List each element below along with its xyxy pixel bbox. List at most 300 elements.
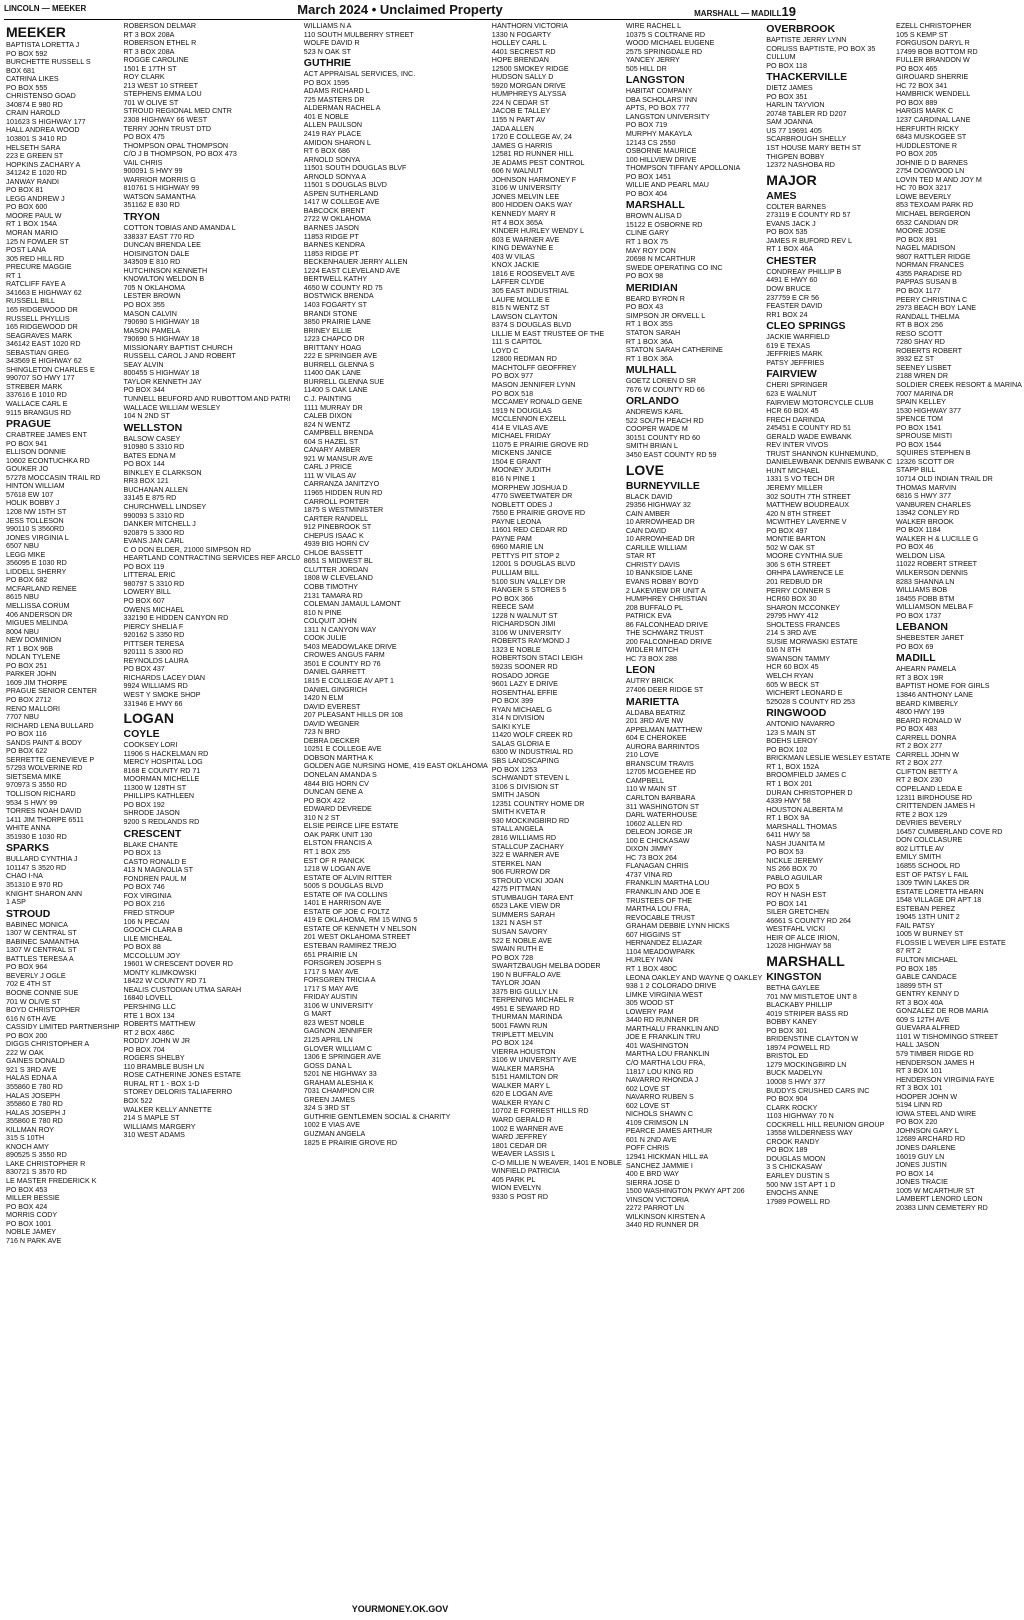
listing-line: 605 W BECK ST bbox=[766, 680, 820, 689]
listing-line: GAGNON JENNIFER bbox=[303, 1027, 373, 1036]
listing-line: WHITE ANNA bbox=[6, 824, 51, 833]
listing-line: DONELAN AMANDA S bbox=[303, 771, 377, 780]
footer-url: YOURMONEY.OK.GOV bbox=[351, 1604, 449, 1614]
listing-line: BRANSCUM TRAVIS bbox=[625, 759, 694, 768]
listing-line: 6507 NBU bbox=[6, 542, 39, 551]
listing-line: MCCOLLUM JOY bbox=[123, 951, 181, 960]
listing-line: MARTHA LOU FRA, bbox=[625, 905, 691, 914]
listing-line: 3850 PRAIRIE LANE bbox=[303, 318, 371, 327]
listing-line: 2188 WREN DR bbox=[896, 372, 948, 381]
listing-line: 1311 N CANYON WAY bbox=[303, 625, 377, 634]
listing-line: 1403 FOGARTY ST bbox=[303, 300, 368, 309]
listing-line: SEENEY LISBET bbox=[896, 363, 952, 372]
listing-line: 210 LOVE bbox=[625, 751, 659, 760]
listing-line: PO BOX 600 bbox=[6, 203, 48, 212]
listing-line: PO BOX 1253 bbox=[491, 765, 538, 774]
listing-line: ESTATE LORETTA HEARN bbox=[896, 887, 984, 896]
listing-line: LAFFER CLYDE bbox=[491, 278, 545, 287]
town-heading: MERIDIAN bbox=[625, 281, 678, 294]
listing-line: 9601 LAZY E DRIVE bbox=[491, 680, 558, 689]
listing-line: RT 3 BOX 208A bbox=[123, 30, 175, 39]
listing-line: 103801 S 3410 RD bbox=[6, 135, 67, 144]
listing-line: 6411 HWY 58 bbox=[766, 831, 811, 840]
listing-line: 3450 EAST COUNTY RD 59 bbox=[625, 450, 717, 459]
listing-line: PO BOX 891 bbox=[896, 235, 938, 244]
listing-line: 505 HILL DR bbox=[625, 64, 667, 73]
listing-line: FORGUSON DARYL R bbox=[896, 39, 970, 48]
listing-line: EDWARD DEVREDE bbox=[303, 805, 372, 814]
listing-line: PO BOX 251 bbox=[6, 661, 48, 670]
listing-line: SANDS PAINT & BODY bbox=[6, 738, 82, 747]
listing-line: 405 PARK PL bbox=[491, 1175, 536, 1184]
listing-line: 29795 HWY 412 bbox=[766, 612, 819, 621]
listing-line: CHAO I-NA bbox=[6, 872, 43, 881]
listing-line: WALLACE WILLIAM WESLEY bbox=[123, 403, 221, 412]
listing-line: FRED STROUP bbox=[123, 908, 175, 917]
listing-line: THOMPSON TIFFANY APOLLONIA bbox=[625, 164, 741, 173]
listing-line: 245451 E COUNTY RD 51 bbox=[766, 424, 852, 433]
listing-line: SANCHEZ JAMMIE I bbox=[625, 1161, 693, 1170]
listing-line: 18455 FOBB BTM bbox=[896, 594, 955, 603]
listing-line: C/O MARTHA LOU FRA, bbox=[625, 1058, 706, 1067]
listing-line: PO BOX 622 bbox=[6, 747, 48, 756]
listing-line: HC 73 BOX 264 bbox=[625, 853, 678, 862]
county-heading: LOGAN bbox=[123, 710, 175, 727]
listing-line: 2722 W OKLAHOMA bbox=[303, 215, 371, 224]
listing-line: WION EVELYN bbox=[491, 1184, 541, 1193]
listing-line: 273119 E COUNTY RD 57 bbox=[766, 211, 851, 220]
listing-line: RT 1 bbox=[6, 271, 22, 280]
listing-line: GLOVER WILLIAM C bbox=[303, 1044, 373, 1053]
listing-line: LE MASTER FREDERICK K bbox=[6, 1177, 97, 1185]
listing-line: 11075 E PRAIRIE GROVE RD bbox=[491, 440, 589, 449]
listing-line: 921 W MANSUR AVE bbox=[303, 454, 373, 463]
listing-line: RICHARDSON JIMI bbox=[491, 620, 556, 629]
listing-line: HOLLEY CARL L bbox=[491, 39, 547, 48]
listing-line: 406 ANDERSON DR bbox=[6, 610, 73, 619]
listing-line: 5920 MORGAN DRIVE bbox=[491, 81, 566, 90]
listing-line: 906 FURROW DR bbox=[491, 868, 551, 877]
listing-line: WALKER H & LUCILLE G bbox=[896, 534, 979, 543]
listing-line: 105 S KEMP ST bbox=[896, 30, 948, 39]
listing-line: ROBERSON DELMAR bbox=[123, 22, 197, 30]
listing-line: SMITH JASON bbox=[491, 791, 540, 800]
listing-line: PO BOX 2712 bbox=[6, 696, 52, 705]
listing-line: 920879 S 3300 RD bbox=[123, 528, 185, 537]
listing-line: 207 PLEASANT HILLS DR 108 bbox=[303, 711, 403, 720]
listing-line: 213 WEST 10 STREET bbox=[123, 81, 198, 90]
listing-line: 208 BUFFALO PL bbox=[625, 603, 683, 612]
listing-line: 8168 E COUNTY RD 71 bbox=[123, 766, 201, 775]
listing-line: 1420 N ELM bbox=[303, 694, 344, 703]
listing-line: 2419 RAY PLACE bbox=[303, 130, 362, 139]
listing-line: WARD JEFFREY bbox=[491, 1133, 548, 1142]
listing-line: SCARBROUGH SHELLY bbox=[766, 135, 847, 144]
listing-line: FRANKLIN MARTHA LOU bbox=[625, 879, 710, 888]
listing-line: LOWE BEVERLY bbox=[896, 192, 952, 201]
listing-line: JEFFRIES MARK bbox=[766, 350, 823, 359]
listing-line: PO BOX 941 bbox=[6, 439, 48, 448]
listing-line: 1218 W LOGAN AVE bbox=[303, 865, 371, 874]
listing-line: HOPKINS ZACHARY A bbox=[6, 160, 81, 169]
listing-line: JACKIE WARFIELD bbox=[766, 333, 830, 342]
listing-line: 3375 BIG GULLY LN bbox=[491, 987, 558, 996]
town-heading: WELLSTON bbox=[123, 421, 183, 434]
listing-line: 4737 VINA RD bbox=[625, 870, 673, 879]
listing-line: BOONE CONNIE SUE bbox=[6, 988, 79, 997]
town-heading: CRESCENT bbox=[123, 827, 182, 840]
listing-line: 1501 E 17TH ST bbox=[123, 64, 177, 73]
header-right-counties bbox=[694, 4, 796, 19]
listing-line: 338337 EAST 770 RD bbox=[123, 232, 195, 241]
listing-line: RT 1 BOX 480C bbox=[625, 964, 678, 973]
listing-line: 1717 S MAY AVE bbox=[303, 967, 359, 976]
listing-line: PO BOX 518 bbox=[491, 389, 534, 398]
listing-line: 355860 E 780 RD bbox=[6, 1117, 63, 1126]
listing-line: 16855 SCHOOL RD bbox=[896, 861, 961, 870]
listing-line: PERSHING LLC bbox=[123, 1002, 176, 1011]
listing-line: RT 1, BOX 152A bbox=[766, 762, 820, 771]
listing-line: BRICKMAN LESLIE WESLEY ESTATE bbox=[766, 754, 891, 763]
listing-line: FRECH DARINDA bbox=[766, 415, 825, 424]
listing-line: ESTEBAN RAMIREZ TREJO bbox=[303, 941, 397, 950]
listing-line: BOX 522 bbox=[123, 1096, 153, 1105]
listing-line: G MART bbox=[303, 1010, 332, 1019]
listing-line: HCR 60 BOX 45 bbox=[766, 407, 819, 416]
listing-line: 1104 MEADOWPARK bbox=[625, 947, 696, 956]
listing-line: 15122 E OSBORNE RD bbox=[625, 220, 703, 229]
listing-line: PERRY CONNER S bbox=[766, 586, 831, 595]
listing-line: SEAGRAVES MARK bbox=[6, 331, 73, 340]
listing-line: HARLIN TAYVION bbox=[766, 101, 825, 110]
listing-line: 190 N BUFFALO AVE bbox=[491, 970, 561, 979]
listing-line: 900091 S HWY 99 bbox=[123, 167, 183, 176]
listing-line: SEAY ALVIN bbox=[123, 360, 164, 369]
listing-line: CATRINA LIKES bbox=[6, 75, 59, 84]
listing-line: DAVID EVEREST bbox=[303, 702, 361, 711]
listing-line: HCR60 BOX 30 bbox=[766, 595, 817, 604]
listing-line: STERKEL NAN bbox=[491, 859, 542, 868]
listing-line: 910980 S 3310 RD bbox=[123, 443, 185, 452]
listing-line: CRAIN HAROLD bbox=[6, 109, 60, 118]
listing-line: RT 2 BOX 486C bbox=[123, 1028, 175, 1037]
listing-line: BLAKE CHANTE bbox=[123, 840, 178, 849]
listing-line: 5923S SOONER RD bbox=[491, 663, 558, 672]
listing-line: GRAHAM ALESHIA K bbox=[303, 1078, 374, 1087]
listing-line: SPAIN KELLEY bbox=[896, 398, 946, 407]
listing-line: 619 E TEXAS bbox=[766, 341, 811, 350]
listing-line: 86 FALCONHEAD DRIVE bbox=[625, 620, 708, 629]
listing-line: DOBSON MARTHA K bbox=[303, 753, 374, 762]
county-heading: MEEKER bbox=[6, 24, 66, 40]
listing-line: PO BOX 728 bbox=[491, 953, 534, 962]
listing-line: HUTCHINSON KENNETH bbox=[123, 266, 208, 275]
listing-line: EVANS JACK J bbox=[766, 219, 816, 228]
listing-line: PO BOX 719 bbox=[625, 121, 668, 130]
listing-line: ELSIE PEIRCE LIFE ESTATE bbox=[303, 822, 399, 831]
town-heading: FAIRVIEW bbox=[766, 368, 817, 381]
listing-line: 1101 W TISHOMINGO STREET bbox=[896, 1032, 999, 1041]
listing-line: 970973 S 3550 RD bbox=[6, 781, 67, 790]
listing-line: 17499 BOB BOTTOM RD bbox=[896, 47, 978, 56]
listing-line: 7707 NBU bbox=[6, 713, 39, 722]
listing-line: RTE 1 BOX 134 bbox=[123, 1011, 175, 1020]
listing-line: PEARCE JAMES ARTHUR bbox=[625, 1127, 713, 1136]
listing-line: HENDERSON JAMES H bbox=[896, 1058, 975, 1067]
listing-line: ROBERSON ETHEL R bbox=[123, 39, 197, 48]
listing-line: ALDERMAN RACHEL A bbox=[303, 104, 381, 113]
listing-line: SQUIRES STEPHEN B bbox=[896, 449, 971, 458]
listing-line: REVOCABLE TRUST bbox=[625, 913, 696, 922]
listing-line: KENNEDY MARY R bbox=[491, 210, 556, 219]
listing-line: STALL ANGELA bbox=[491, 825, 544, 834]
listing-line: BLACK DAVID bbox=[625, 492, 673, 501]
listing-line: CARL J PRICE bbox=[303, 463, 352, 472]
listing-line: RUSSELL BILL bbox=[6, 297, 55, 306]
listing-line: SCHWANDT STEVEN L bbox=[491, 774, 570, 783]
town-heading: MADILL bbox=[896, 652, 936, 665]
listing-line: HANTHORN VICTORIA bbox=[491, 22, 568, 30]
listing-line: OWENS MICHAEL bbox=[123, 605, 185, 614]
listing-line: RICHARD LENA BULLARD bbox=[6, 721, 94, 730]
listing-line: 12800 REDMAN RD bbox=[491, 355, 557, 364]
listing-line: 1103 HIGHWAY 70 N bbox=[766, 1112, 834, 1121]
listing-line: EZELL CHRISTOPHER bbox=[896, 22, 972, 30]
listing-line: GUEVARA ALFRED bbox=[896, 1024, 960, 1033]
header-left-counties: LINCOLN — MEEKER bbox=[4, 4, 87, 13]
listing-line: RATCLIFF FAYE A bbox=[6, 280, 66, 289]
listing-line: 11300 W 128TH ST bbox=[123, 783, 187, 792]
listing-line: 4650 W COUNTY RD 75 bbox=[303, 283, 383, 292]
listing-line: RANDALL THELMA bbox=[896, 312, 960, 321]
listing-line: 4951 E SEWARD RD bbox=[491, 1004, 560, 1013]
listing-line: 311 WASHINGTON ST bbox=[625, 802, 700, 811]
listing-line: 3440 RD RUNNER DR bbox=[625, 1016, 699, 1025]
listing-line: 9807 RATTLER RIDGE bbox=[896, 252, 971, 261]
listing-line: DUNCAN BRENDA LEE bbox=[123, 241, 201, 250]
listing-line: ASPEN SUTHERLAND bbox=[303, 189, 379, 198]
town-heading: AMES bbox=[766, 189, 797, 202]
listing-line: PAPPAS SUSAN B bbox=[896, 278, 957, 287]
listing-line: 2 LAKEVIEW DR UNIT A bbox=[625, 586, 706, 595]
listing-line: STAR RT bbox=[625, 552, 656, 561]
town-heading: MULHALL bbox=[625, 364, 677, 377]
listing-line: 351162 E 830 RD bbox=[123, 201, 180, 210]
listing-line: CAMPBELL bbox=[625, 776, 664, 785]
listing-line: COOK JULIE bbox=[303, 634, 347, 643]
listing-line: KNOCH AMY bbox=[6, 1142, 49, 1151]
listing-line: MELLISSA CORUM bbox=[6, 602, 70, 610]
listing-line: RT 1 BOX 46A bbox=[766, 245, 814, 254]
listing-line: 921 S 3RD AVE bbox=[6, 1065, 57, 1074]
listing-line: WELCH RYAN bbox=[766, 672, 814, 680]
listing-line: DAVID WEGNER bbox=[303, 719, 360, 728]
listing-line: 346142 EAST 1020 RD bbox=[6, 340, 81, 349]
listing-line: SHINGLETON CHARLES E bbox=[6, 365, 95, 374]
listing-line: 17989 POWELL RD bbox=[766, 1197, 830, 1206]
listing-line: AHEARN PAMELA bbox=[896, 665, 957, 674]
listing-line: BAPTIST HOME FOR GIRLS bbox=[896, 682, 990, 691]
listing-line: WALLACE CARL E bbox=[6, 399, 68, 408]
listing-line: C-O MILLIE N WEAVER, 1401 E NOBLE bbox=[491, 1158, 622, 1167]
listing-line: 237759 E CR 56 bbox=[766, 293, 820, 302]
listing-line: 12326 SCOTT DR bbox=[896, 457, 955, 466]
listing-line: WILLIE AND PEARL MAU bbox=[625, 181, 709, 190]
listing-line: 938 1 2 COLORADO DRIVE bbox=[625, 982, 717, 991]
listing-line: RT 3 BOX 40A bbox=[896, 998, 943, 1007]
listing-line: BUDDYS CRUSHED CARS INC bbox=[766, 1086, 870, 1095]
listing-line: BETHA GAYLEE bbox=[766, 983, 820, 992]
listing-line: 2125 APRIL LN bbox=[303, 1035, 353, 1044]
listing-line: ROSENTHAL EFFIE bbox=[491, 688, 558, 697]
town-heading: RINGWOOD bbox=[766, 707, 827, 720]
listing-line: 1223 CHAPCO DR bbox=[303, 335, 365, 344]
listing-line: PATRICK EVA bbox=[625, 612, 672, 621]
listing-line: 30151 COUNTY RD 60 bbox=[625, 433, 700, 442]
listing-line: 1500 WASHINGTON PKWY APT 206 bbox=[625, 1187, 745, 1196]
listing-line: 3932 EZ ST bbox=[896, 355, 935, 364]
listing-line: 16457 CUMBERLAND COVE RD bbox=[896, 827, 1003, 836]
listing-line: WOOD MICHAEL EUGENE bbox=[625, 39, 715, 48]
listing-line: 8615 NBU bbox=[6, 593, 39, 602]
listing-line: C O DON ELDER, 21000 SIMPSON RD bbox=[123, 545, 251, 554]
listing-line: ROGGE CAROLINE bbox=[123, 56, 189, 65]
listing-line: RUSSELL PHYLLIS bbox=[6, 314, 70, 323]
listing-line: WOLFE DAVID R bbox=[303, 39, 360, 48]
listing-line: STAPP BILL bbox=[896, 466, 936, 475]
listing-line: NOBLE JAMEY bbox=[6, 1228, 56, 1237]
listing-line: SERRETTE GENEVIEVE P bbox=[6, 755, 95, 764]
listing-line: MOORE JOSIE bbox=[896, 227, 946, 236]
listing-line: 332190 E HIDDEN CANYON RD bbox=[123, 614, 229, 623]
listing-line: 1504 E GRANT bbox=[491, 457, 542, 466]
listing-line: 12372 NASHOBA RD bbox=[766, 161, 835, 170]
listing-line: LESTER BROWN bbox=[123, 292, 181, 301]
listing-line: 830721 S 3570 RD bbox=[6, 1168, 67, 1177]
listing-line: 33145 E 875 RD bbox=[123, 494, 177, 503]
listing-line: 1609 JIM THORPE bbox=[6, 678, 67, 687]
listing-line: 4339 HWY 58 bbox=[766, 797, 811, 806]
listing-line: LITTERAL ERIC bbox=[123, 571, 176, 580]
listing-line: 46661 S COUNTY RD 264 bbox=[766, 916, 852, 925]
listing-line: WALKER MARY L bbox=[491, 1081, 550, 1090]
listing-line: LILLIE M EAST TRUSTEE OF THE bbox=[491, 329, 605, 338]
listing-line: 1111 MURRAY DR bbox=[303, 403, 363, 412]
listing-line: HALAS JOSEPH J bbox=[6, 1108, 66, 1117]
listing-line: PO BOX 1451 bbox=[625, 172, 672, 181]
town-heading: ORLANDO bbox=[625, 395, 679, 408]
listing-line: 3501 E COUNTY RD 76 bbox=[303, 659, 381, 668]
listing-line: 890525 S 3550 RD bbox=[6, 1151, 67, 1160]
listing-line: MATTHEW BOUDREAUX bbox=[766, 501, 849, 510]
listing-line: 1228 N WALNUT ST bbox=[491, 611, 558, 620]
listing-line: RT 1 BOX 96B bbox=[6, 644, 53, 653]
listing-line: SIMPSON JR ORVELL L bbox=[625, 311, 706, 320]
listing-line: DIGGS CHRISTOPHER A bbox=[6, 1040, 90, 1049]
listing-line: PO BOX 904 bbox=[766, 1095, 808, 1104]
listing-line: SAIKI KYLE bbox=[491, 722, 531, 731]
listing-line: SIERRA JOSE D bbox=[625, 1178, 680, 1187]
listing-line: PO BOX 344 bbox=[123, 386, 165, 395]
listing-line: BINKLEY E CLARKSON bbox=[123, 468, 202, 477]
listing-line: HURLEY IVAN bbox=[625, 956, 673, 965]
listing-line: GUTHRIE GENTLEMEN SOCIAL & CHARITY bbox=[303, 1112, 451, 1121]
listing-line: 305 WOOD ST bbox=[625, 999, 674, 1008]
listing-line: SAM JOANNA bbox=[766, 118, 813, 127]
listing-line: RT 1 BOX 35S bbox=[625, 320, 673, 329]
listing-line: REYNOLDS LAURA bbox=[123, 656, 189, 665]
listing-line: 355860 E 780 RD bbox=[6, 1100, 63, 1109]
listing-line: PO BOX 200 bbox=[6, 1031, 48, 1040]
listing-line: WEST Y SMOKE SHOP bbox=[123, 691, 201, 700]
listing-line: STUMBAUGH TARA ENT bbox=[491, 893, 574, 902]
listing-line: 341663 E HIGHWAY 62 bbox=[6, 288, 82, 297]
listing-line: FRIDAY AUSTIN bbox=[303, 993, 358, 1002]
listing-line: US 77 19691 405 bbox=[766, 126, 822, 135]
listing-line: BULLARD CYNTHIA J bbox=[6, 855, 78, 864]
listing-line: BAPTISTE JERRY LYNN bbox=[766, 36, 847, 44]
listing-line: SWEDE OPERATING CO INC bbox=[625, 263, 723, 272]
listing-line: 1155 N PART AV bbox=[491, 116, 546, 125]
listing-line: PO BOX 5 bbox=[766, 882, 800, 891]
listing-line: HC 72 BOX 341 bbox=[896, 81, 948, 90]
listing-line: WARD GERALD R bbox=[491, 1116, 552, 1124]
listing-line: ACT APPRAISAL SERVICES, INC. bbox=[303, 70, 416, 79]
listing-line: MACHTOLFF GEOFFREY bbox=[491, 363, 577, 372]
listing-line: MICKENS JANICE bbox=[491, 449, 552, 458]
listing-line: 331946 E HWY 66 bbox=[123, 699, 183, 708]
listing-line: DURAN CHRISTOPHER D bbox=[766, 788, 853, 797]
listing-line: JONES DARLENE bbox=[896, 1144, 956, 1152]
listing-line: CLIFTON BETTY A bbox=[896, 767, 958, 776]
listing-line: BUCK MADELYN bbox=[766, 1069, 823, 1078]
listing-line: PHILLIPS KATHLEEN bbox=[123, 792, 194, 801]
listing-line: HOLIK BOBBY J bbox=[6, 499, 60, 508]
listing-line: COPELAND LEDA E bbox=[896, 785, 963, 794]
listing-line: 8651 S MIDWEST BL bbox=[303, 557, 373, 566]
listing-line: 11501 S DOUGLAS BLVD bbox=[303, 181, 387, 190]
listing-line: NEW DOMINION bbox=[6, 636, 62, 645]
listing-line: PEERY CHRISTINA C bbox=[896, 295, 968, 304]
listing-line: RT 2 BOX 277 bbox=[896, 759, 943, 768]
listing-line: VIERRA HOUSTON bbox=[491, 1047, 556, 1056]
listing-line: LEONA OAKLEY AND WAYNE Q OAKLEY bbox=[625, 973, 763, 982]
listing-line: PO BOX 192 bbox=[123, 800, 165, 809]
listing-line: PO BOX 424 bbox=[6, 1202, 48, 1211]
listing-line: BALSOW CASEY bbox=[123, 434, 181, 443]
listing-line: 9200 S REDLANDS RD bbox=[123, 818, 200, 827]
listing-line: ESTATE OF IVA COLLINS bbox=[303, 890, 388, 899]
listing-line: LAMBERT LENORD LEON bbox=[896, 1195, 983, 1204]
listing-line: 11420 WOLF CREEK RD bbox=[491, 731, 573, 740]
listing-line: 1530 HIGHWAY 377 bbox=[896, 406, 961, 415]
listing-line: ARNOLD SONYA A bbox=[303, 172, 366, 181]
listing-line: MIGUES MELINDA bbox=[6, 619, 68, 628]
listing-line: CARTER RANDELL bbox=[303, 514, 368, 523]
listing-line: RR1 BOX 24 bbox=[766, 310, 808, 319]
county-heading: MAJOR bbox=[766, 171, 817, 188]
listing-line: RT 3 BOX 101 bbox=[896, 1084, 943, 1093]
listing-line: 4770 SWEETWATER DR bbox=[491, 492, 573, 501]
listing-column-5 bbox=[624, 22, 764, 1602]
listing-line: KINDER HURLEY WENDY L bbox=[491, 227, 584, 236]
listing-line: RT 2 BOX 277 bbox=[896, 742, 943, 751]
listing-line: TOLLISON RICHARD bbox=[6, 790, 76, 799]
listing-line: RT 1 BOX 9A bbox=[766, 814, 810, 823]
listing-line: PULLIAM BILL bbox=[491, 569, 540, 577]
listing-line: PO BOX 366 bbox=[491, 594, 534, 603]
listing-line: WILLIAMSON MELBA F bbox=[896, 603, 973, 612]
